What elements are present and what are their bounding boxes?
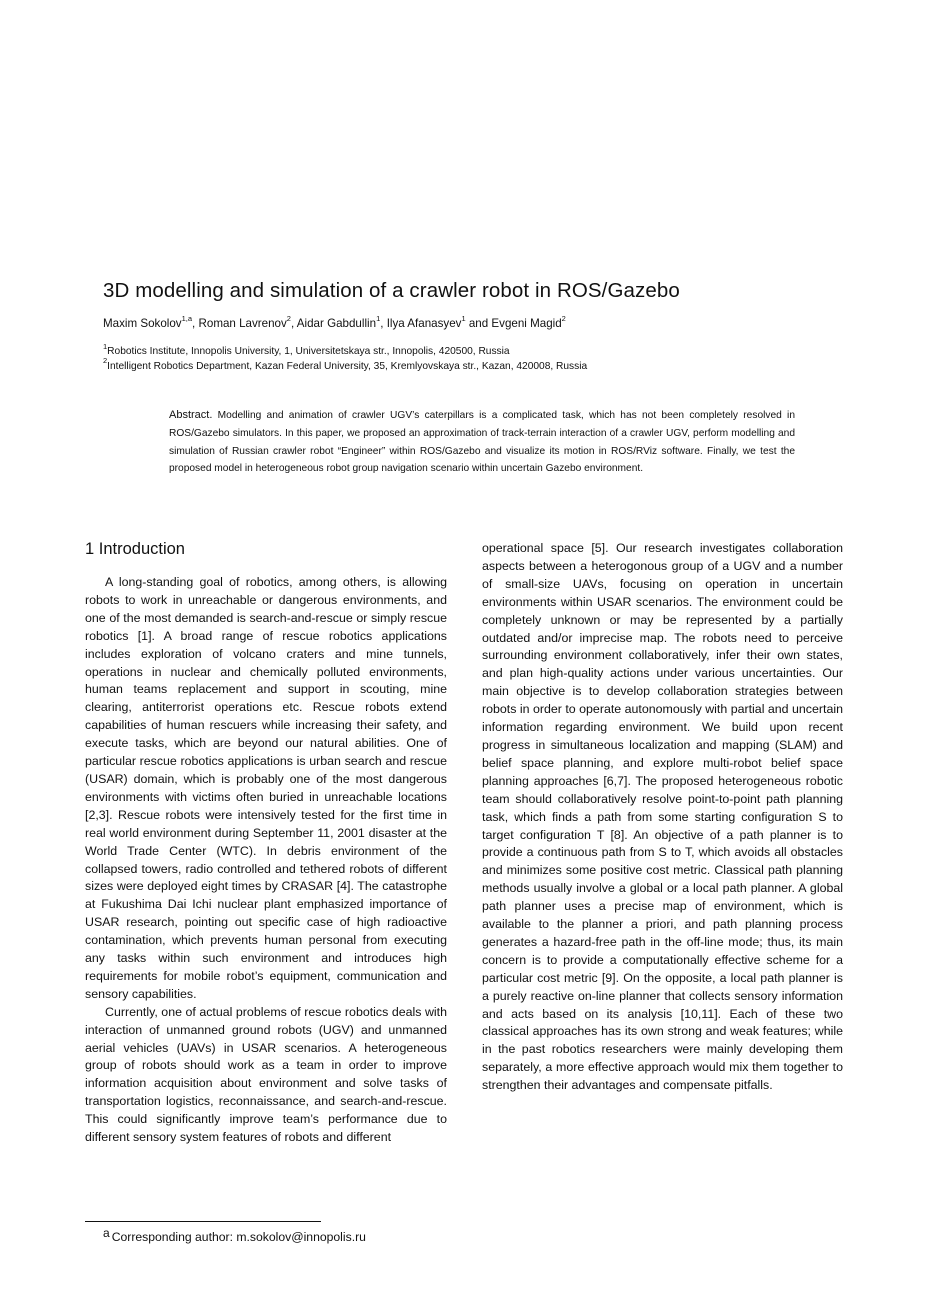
body-paragraph: operational space [5]. Our research investigates collaboration aspects between a heterogonous group of a UGV and a number of small-size UAVs, focusing on operation in uncertain environments within USAR scenarios. The environment could be completely unknown or may be represented by a partially outdated and/or imprecise map. The robots need to perceive surrounding environment collaboratively, infer their own states, and plan high-quality actions under various uncertainties. Our main objective is to develop collaboration strategies between robots in order to operate autonomously with partial and uncertain information regarding environment. We build upon recent progress in simultaneous localization and mapping (SLAM) and belief space planning, and explore multi-robot belief space planning approaches [6,7]. The proposed heterogeneous robotic team should collaboratively resolve point-to-point path planning task, which finds a path from some starting configuration S to target configuration T [8]. An objective of a path planner is to provide a continuous path from S to T, which avoids all obstacles and minimizes some positive cost metric. Classical path planning methods usually involve a global or a local path planner. A global path planner uses a precise map of environment, which is available to the planner a priori, and path planning process generates a hazard-free path in the off-line mode; thus, its main concern is to provide a computationally effective scheme for a particular cost metric [9]. On the opposite, a local path planner is a purely reactive on-line planner that collects sensory information and acts based on its analysis [10,11]. Each of these two classical approaches has its own strong and weak features; while in the past robotics researchers were mainly developing them separately, a more effective approach would mix them together to strengthen their advantages and compensate pitfalls. — [482, 541, 843, 1093]
abstract-text: Modelling and animation of crawler UGV’s caterpillars is a complicated task, which has not been completely resolved in ROS/Gazebo simulators. In this paper, we proposed an approximation of track-terrain interaction of a crawler UGV, perform modelling and simulation of Russian crawler robot “Engineer” within ROS/Gazebo and visualize its motion in ROS/RViz software. Finally, we test the proposed model in heterogeneous robot group navigation scenario within uncertain Gazebo environment. — [169, 410, 795, 475]
author: Aidar Gabdullin$^1$, — [296, 314, 387, 330]
section-heading: 1 Introduction — [85, 540, 185, 558]
affiliations — [103, 341, 863, 374]
body-paragraph: A long-standing goal of robotics, among others, is allowing robots to work in unreachable or dangerous environments, and one of the most demanded is search-and-rescue or simply rescue robotics [1]. A broad range of rescue robotics applications includes exploration of volcano craters and mine tunnels, operations in nuclear and chemically polluted environments, human teams replacement and support in scouting, mine clearing, antiterrorist operations etc. Rescue robots extend capabilities of human rescuers while increasing their safety, and execute tasks, which are beyond our natural abilities. One of particular rescue robotics applications is urban search and rescue (USAR) domain, which is probably one of the most dangerous environments with victims often buried in unreachable locations [2,3]. Rescue robots were intensively tested for the first time in real world environment during September 11, 2001 disaster at the World Trade Center (WTC). In debris environment of the collapsed towers, radio controlled and tethered robots of different sizes were deployed eight times by CRASAR [4]. The catastrophe at Fukushima Dai Ichi nuclear plant emphasized importance of USAR research, pointing out specific case of high radioactive contamination, which prevents human personal from executing any tasks within such environment and introduces high requirements for mobile robot’s equipment, communication and sensory capabilities. — [85, 575, 447, 1001]
author: Evgeni Magid$^2$ — [491, 314, 566, 330]
abstract-label: Abstract. — [169, 409, 213, 421]
body-paragraph: Currently, one of actual problems of rescue robotics deals with interaction of unmanned ground robots (UGV) and unmanned aerial vehicles (UAVs) in USAR scenarios. A heterogeneous group of robots should work as a team in order to improve information acquisition about environment and solve tasks of transportation logistics, reconnaissance, and search-and-rescue. This could significantly improve team’s performance due to different sensory system features of robots and different — [85, 1004, 447, 1145]
footnote-text: Corresponding author: m.sokolov@innopolis.ru — [111, 1230, 366, 1244]
author: Maxim Sokolov$^{1,a}$, — [103, 314, 199, 330]
author: Ilya Afanasyev$^1$ and — [386, 314, 492, 330]
footnote — [103, 1224, 603, 1246]
left-column — [85, 538, 447, 1147]
footnote-mark: a — [103, 1226, 110, 1240]
author-list — [103, 315, 863, 333]
abstract — [169, 407, 795, 478]
right-column — [482, 540, 843, 1095]
author: Roman Lavrenov$^2$, — [198, 314, 297, 330]
paper-title: 3D modelling and simulation of a crawler robot in ROS/Gazebo — [103, 278, 680, 302]
affiliation: $^2$Intelligent Robotics Department, Kazan Federal University, 35, Kremlyovskaya str., Kazan, 420008, Russia — [103, 356, 588, 372]
footnote-rule — [85, 1221, 321, 1222]
affiliation: $^1$Robotics Institute, Innopolis University, 1, Universitetskaya str., Innopolis, 420500, Russia — [103, 341, 510, 357]
